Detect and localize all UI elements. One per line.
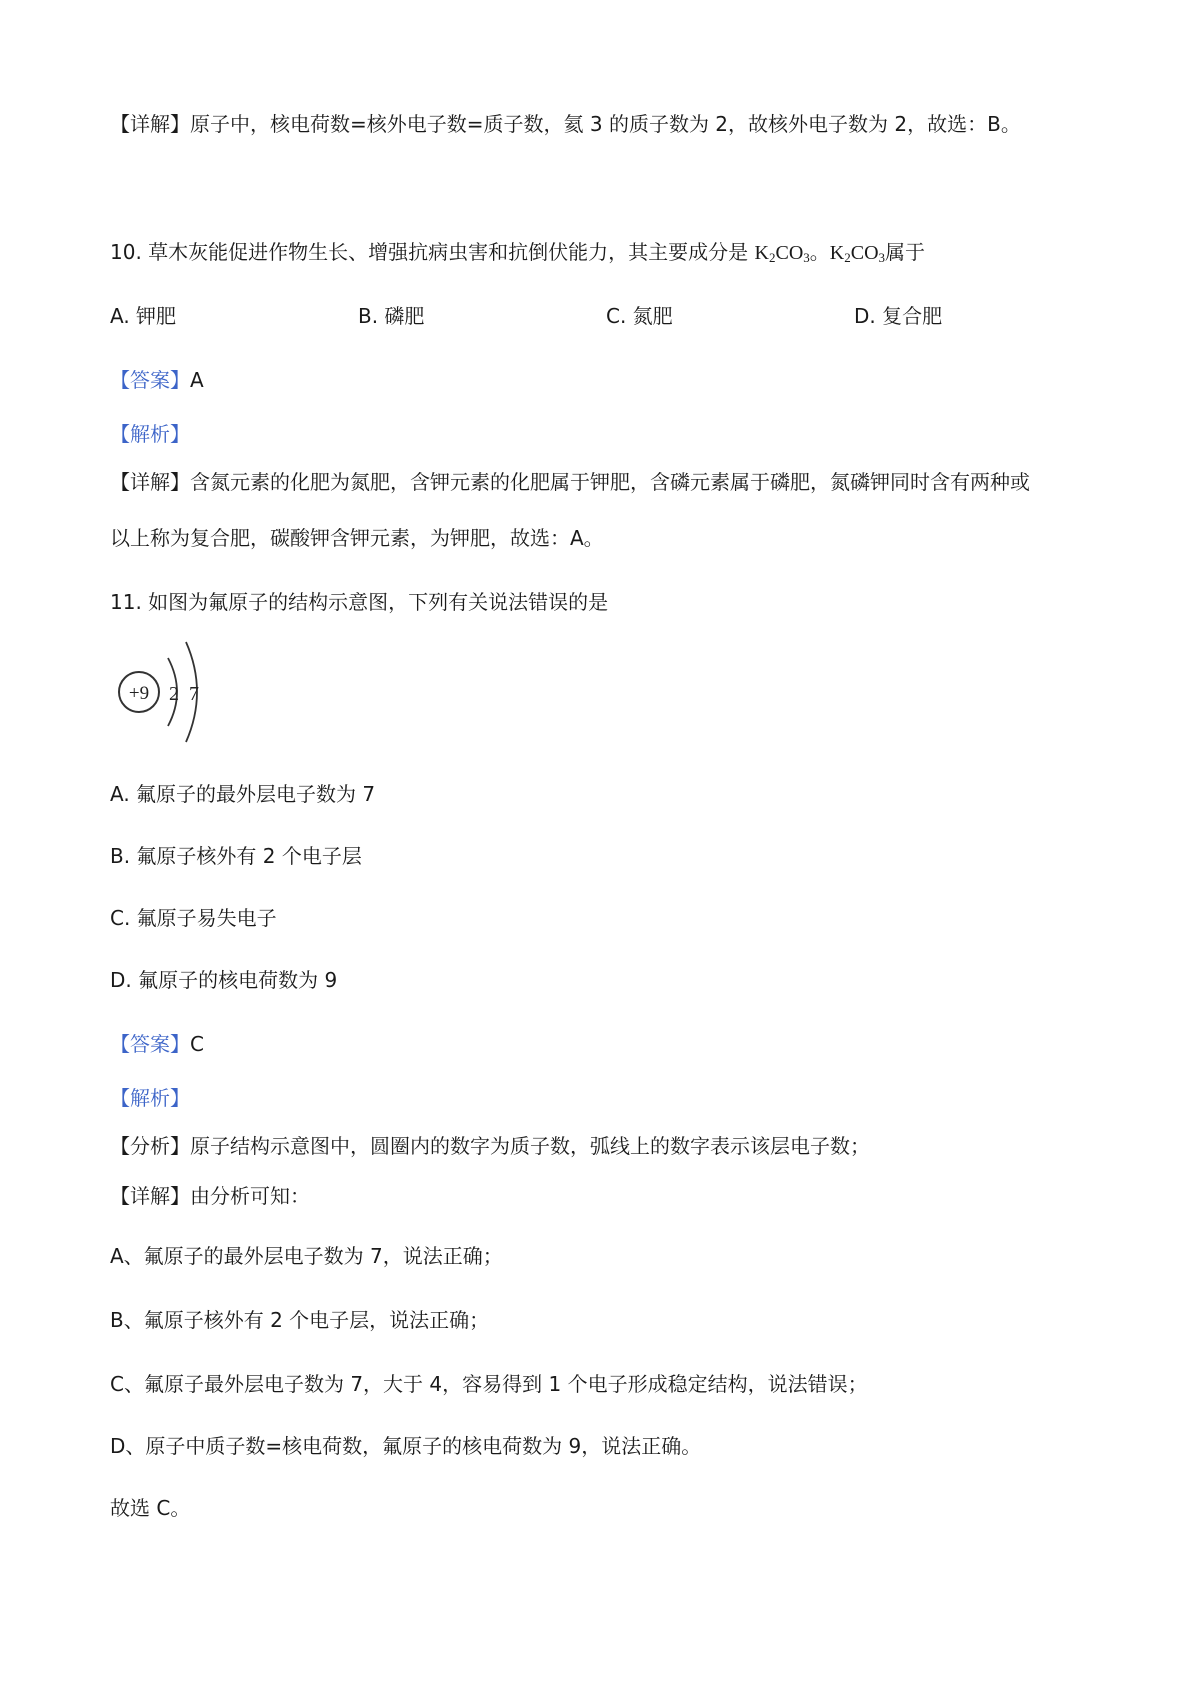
- q10-stem: [110, 238, 925, 267]
- q10-separator: 。: [809, 240, 830, 264]
- q10-formula-1: $K_2CO_3$: [754, 242, 810, 265]
- q11-detail-intro: 【详解】由分析可知：: [110, 1184, 310, 1208]
- q11-explanation-d: D、原子中质子数=核电荷数，氟原子的核电荷数为 9，说法正确。: [110, 1434, 702, 1458]
- q10-option-d: D. 复合肥: [854, 304, 943, 328]
- q11-analysis: 【分析】原子结构示意图中，圆圈内的数字为质子数，弧线上的数字表示该层电子数；: [110, 1134, 870, 1158]
- q11-stem: 11. 如图为氟原子的结构示意图，下列有关说法错误的是: [110, 590, 609, 614]
- q11-answer-value: C: [190, 1032, 204, 1056]
- q10-answer-value: A: [190, 368, 204, 392]
- q11-explanation-c: C、氟原子最外层电子数为 7，大于 4，容易得到 1 个电子形成稳定结构，说法错误；: [110, 1372, 868, 1396]
- q10-detail-line-1: 【详解】含氮元素的化肥为氮肥，含钾元素的化肥属于钾肥，含磷元素属于磷肥，氮磷钾同时含有两种或: [110, 470, 1030, 494]
- q9-detail: 【详解】原子中，核电荷数=核外电子数=质子数，氦 3 的质子数为 2，故核外电子数为 2，故选：B。: [110, 112, 1021, 136]
- q10-formula-2: $K_2CO_3$: [829, 242, 886, 265]
- q11-analysis-label: 【解析】: [110, 1086, 190, 1110]
- nucleus-charge: +9: [128, 683, 150, 704]
- shell-2-electrons: 7: [189, 683, 199, 705]
- shell-1-electrons: 2: [169, 683, 179, 705]
- q10-option-a: A. 钾肥: [110, 304, 177, 328]
- q10-option-c: C. 氮肥: [606, 304, 673, 328]
- q10-detail-line-2: 以上称为复合肥，碳酸钾含钾元素，为钾肥，故选：A。: [110, 526, 604, 550]
- q11-option-c: C. 氟原子易失电子: [110, 906, 277, 930]
- q11-conclusion: 故选 C。: [110, 1496, 191, 1520]
- q10-analysis-label: 【解析】: [110, 422, 190, 446]
- q10-option-b: B. 磷肥: [358, 304, 425, 328]
- q11-option-a: A. 氟原子的最外层电子数为 7: [110, 782, 376, 806]
- q11-explanation-a: A、氟原子的最外层电子数为 7，说法正确；: [110, 1244, 503, 1268]
- q10-stem-text: 10. 草木灰能促进作物生长、增强抗病虫害和抗倒伏能力，其主要成分是: [110, 240, 755, 264]
- fluorine-atom-diagram: [110, 636, 210, 746]
- q10-answer-label: 【答案】: [110, 368, 190, 392]
- q11-explanation-b: B、氟原子核外有 2 个电子层，说法正确；: [110, 1308, 490, 1332]
- q10-answer: [110, 366, 204, 394]
- q11-answer-label: 【答案】: [110, 1032, 190, 1056]
- q10-stem-end: 属于: [885, 240, 926, 264]
- q11-option-b: B. 氟原子核外有 2 个电子层: [110, 844, 362, 868]
- q11-option-d: D. 氟原子的核电荷数为 9: [110, 968, 338, 992]
- q11-answer: [110, 1030, 204, 1058]
